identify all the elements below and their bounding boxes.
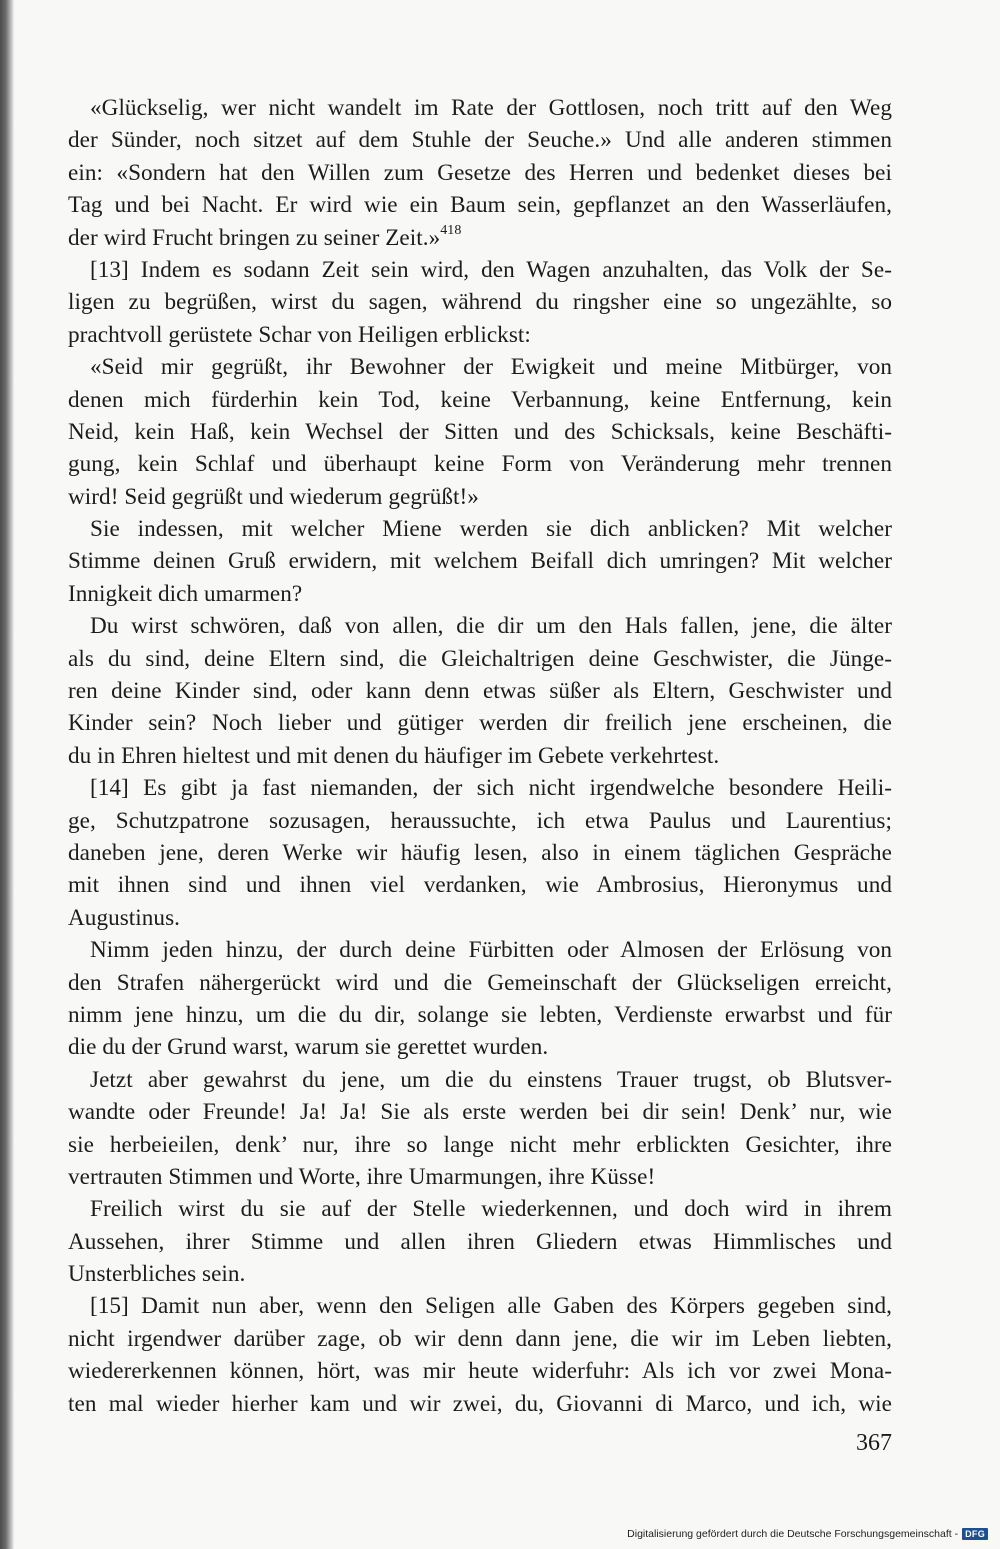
text-line [68,384,892,416]
text-line-content: Tag und bei Nacht. Er wird wie ein Baum sein, gepflanzet an den Wasserläufen, [68,192,892,219]
text-line [68,934,892,966]
text-line-content: Innigkeit dich umarmen? [68,580,303,607]
text-line-content: prachtvoll gerüstete Schar von Heiligen erblickst: [68,321,531,348]
digitization-footer [627,1528,988,1540]
text-line [68,319,892,351]
text-line [68,1064,892,1096]
text-line [68,1258,892,1290]
text-line [68,1290,892,1322]
text-line-content: Augustinus. [68,904,180,931]
text-line-content: Du wirst schwören, daß von allen, die dir um den Hals fallen, jene, die älter [90,613,892,640]
text-line [68,254,892,286]
text-line-content: [14] Es gibt ja fast niemanden, der sich nicht irgendwelche besondere Heili- [90,775,892,802]
text-line [68,675,892,707]
text-line [68,740,892,772]
text-line [68,967,892,999]
text-line [68,124,892,156]
text-line-content: Sie indessen, mit welcher Miene werden sie dich anblicken? Mit welcher [90,516,892,543]
text-line [68,578,892,610]
text-line [68,351,892,383]
text-line [68,999,892,1031]
text-line-content: als du sind, deine Eltern sind, die Gleichaltrigen deine Geschwister, die Jünge- [68,645,892,672]
text-line-content: Stimme deinen Gruß erwidern, mit welchem Beifall dich umringen? Mit welcher [68,548,892,575]
text-line-content: mit ihnen sind und ihnen viel verdanken, wie Ambrosius, Hieronymus und [68,872,892,899]
text-line [68,157,892,189]
text-line [68,222,892,254]
text-line-content: «Seid mir gegrüßt, ihr Bewohner der Ewigkeit und meine Mitbürger, von [90,354,892,381]
text-line-content: «Glückselig, wer nicht wandelt im Rate der Gottlosen, noch tritt auf den Weg [90,95,892,121]
text-line-content: Nimm jeden hinzu, der durch deine Fürbitten oder Almosen der Erlösung von [90,937,892,964]
text-line [68,189,892,221]
text-line-content: den Strafen nähergerückt wird und die Gemeinschaft der Glückseligen erreicht, [68,969,892,996]
text-line [68,805,892,837]
text-line-content: [15] Damit nun aber, wenn den Seligen alle Gaben des Körpers gegeben sind, [90,1293,892,1320]
text-line [68,1193,892,1225]
text-line-content: vertrauten Stimmen und Worte, ihre Umarmungen, ihre Küsse! [68,1163,656,1190]
text-line [68,1161,892,1193]
text-line [68,902,892,934]
text-line [68,513,892,545]
text-line [68,1031,892,1063]
text-line-content: du in Ehren hieltest und mit denen du häufiger im Gebete verkehrtest. [68,742,720,769]
text-line [68,545,892,577]
text-line-content: Jetzt aber gewahrst du jene, um die du einstens Trauer trugst, ob Blutsver- [90,1066,892,1093]
text-line [68,481,892,513]
text-line [68,1323,892,1355]
text-line-content: der wird Frucht bringen zu seiner Zeit.» [68,224,441,251]
text-line-content: wandte oder Freunde! Ja! Ja! Sie als erste werden bei dir sein! Denk’ nur, wie [68,1099,892,1126]
text-line [68,1129,892,1161]
text-line-content: ren deine Kinder sind, oder kann denn etwas süßer als Eltern, Geschwister und [68,678,892,705]
text-line-content: denen mich fürderhin kein Tod, keine Verbannung, keine Entfernung, kein [68,386,892,413]
text-line [68,1355,892,1387]
text-line [68,416,892,448]
text-line [68,1096,892,1128]
text-line [68,869,892,901]
text-line-content: die du der Grund warst, warum sie gerettet wurden. [68,1034,549,1061]
footer-text: Digitalisierung gefördert durch die Deutsche Forschungsgemeinschaft - [627,1528,959,1540]
text-line [68,448,892,480]
text-line [68,1388,892,1420]
text-line-content: ge, Schutzpatrone sozusagen, heraussuchte, ich etwa Paulus und Laurentius; [68,807,892,834]
text-line [68,286,892,318]
text-line-content: Unsterbliches sein. [68,1261,246,1288]
text-line-content: wird! Seid gegrüßt und wiederum gegrüßt!» [68,483,479,510]
body-text [68,92,892,1420]
text-line-content: nicht irgendwer darüber zage, ob wir denn dann jene, die wir im Leben liebten, [68,1325,892,1352]
footnote-marker: 418 [440,222,462,238]
text-line-content: gung, kein Schlaf und überhaupt keine Form von Veränderung mehr trennen [68,451,892,478]
text-line [68,837,892,869]
text-line-content: der Sünder, noch sitzet auf dem Stuhle der Seuche.» Und alle anderen stimmen [68,127,892,154]
text-line-content: ligen zu begrüßen, wirst du sagen, während du ringsher eine so ungezählte, so [68,289,892,316]
text-line-content: sie herbeieilen, denk’ nur, ihre so lange nicht mehr erblickten Gesichter, ihre [68,1131,892,1158]
text-line [68,707,892,739]
text-line [68,643,892,675]
text-line [68,772,892,804]
text-line-content: wiedererkennen können, hört, was mir heute widerfuhr: Als ich vor zwei Mona- [68,1358,892,1385]
text-line-content: [13] Indem es sodann Zeit sein wird, den Wagen anzuhalten, das Volk der Se- [90,256,892,283]
text-line-content: ten mal wieder hierher kam und wir zwei, du, Giovanni di Marco, und ich, wie [68,1390,892,1417]
text-line [68,92,892,124]
text-line-content: Kinder sein? Noch lieber und gütiger werden dir freilich jene erscheinen, die [68,710,892,737]
text-line-content: nimm jene hinzu, um die du dir, solange sie lebten, Verdienste erwarbst und für [68,1001,892,1028]
text-line-content: Aussehen, ihrer Stimme und allen ihren Gliedern etwas Himmlisches und [68,1228,892,1255]
book-spine-shadow [0,0,14,1549]
text-line [68,1226,892,1258]
text-line-content: ein: «Sondern hat den Willen zum Gesetze des Herren und bedenket dieses bei [68,159,892,186]
dfg-logo: DFG [962,1528,988,1540]
text-line-content: Freilich wirst du sie auf der Stelle wiederkennen, und doch wird in ihrem [90,1196,892,1223]
text-line [68,610,892,642]
text-line-content: Neid, kein Haß, kein Wechsel der Sitten und des Schicksals, keine Beschäfti- [68,418,892,445]
text-line-content: daneben jene, deren Werke wir häufig lesen, also in einem täglichen Gespräche [68,839,892,866]
page-number: 367 [856,1430,892,1456]
